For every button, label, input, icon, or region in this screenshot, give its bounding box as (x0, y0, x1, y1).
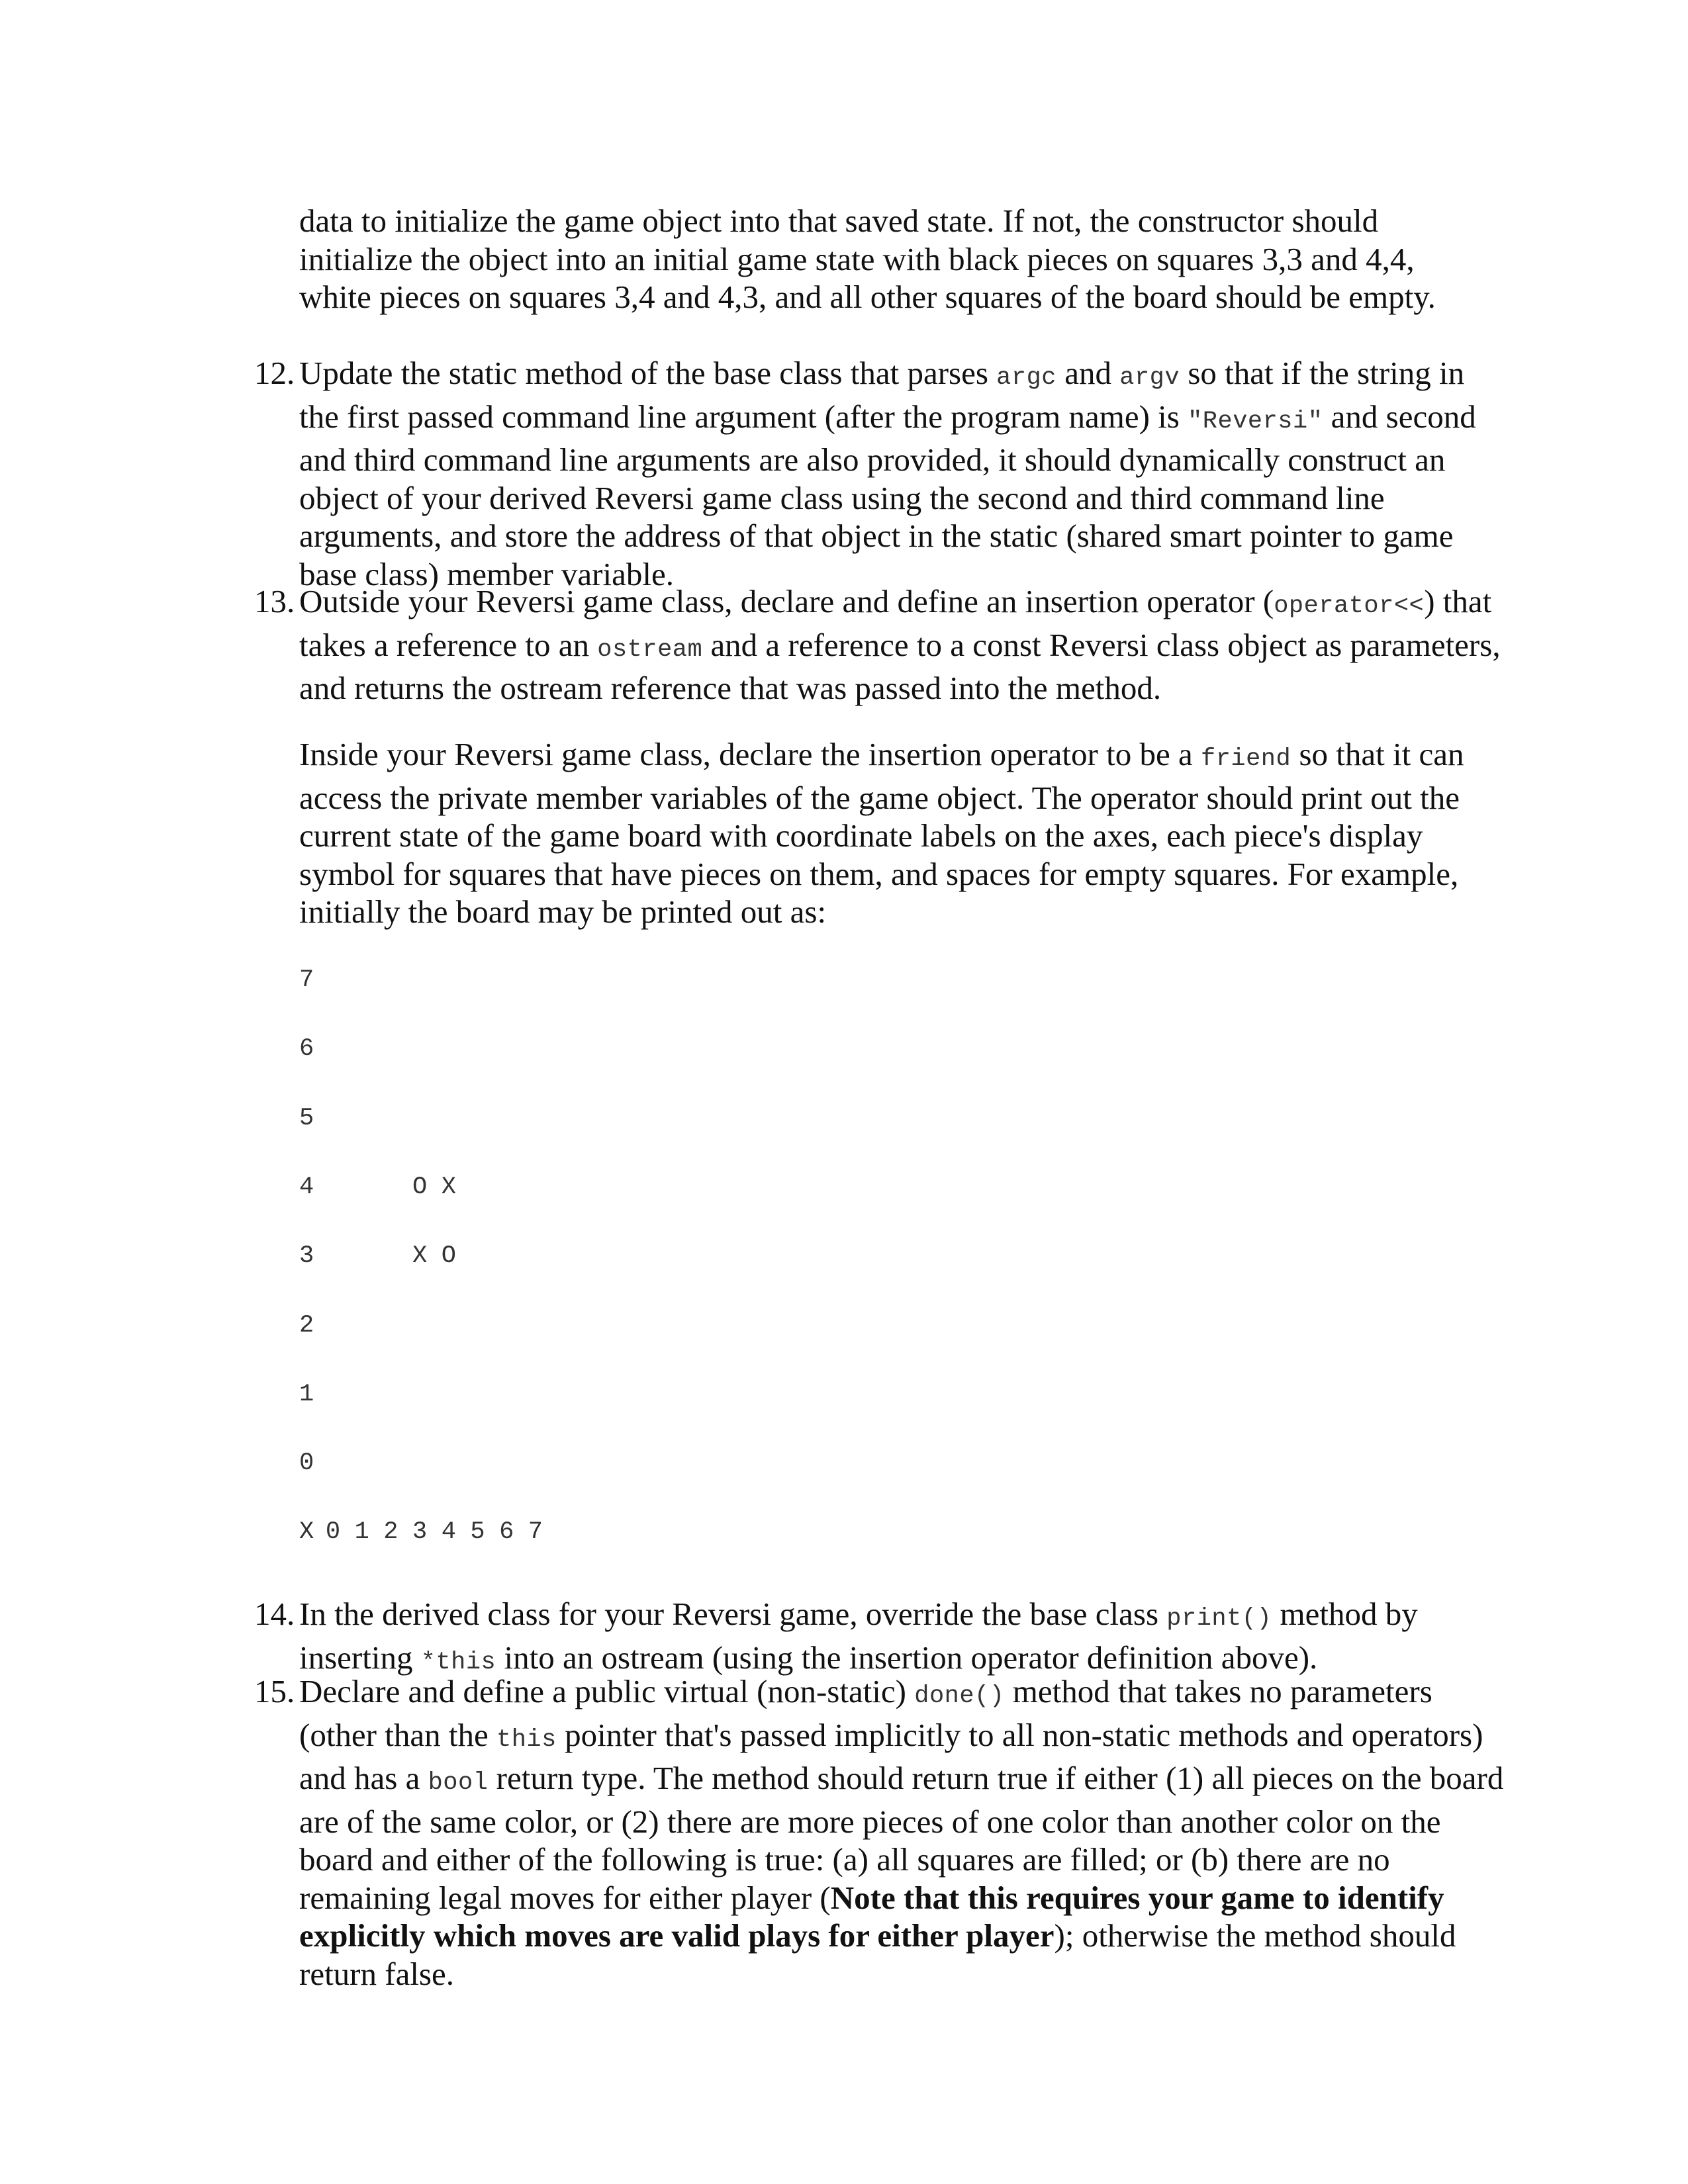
inline-code: done() (914, 1682, 1005, 1710)
row-label: 3 (299, 1242, 314, 1271)
board-piece: O (441, 1242, 456, 1271)
x-axis-tick: 4 (441, 1518, 456, 1547)
inline-code: operator<< (1274, 592, 1425, 620)
text-run: Outside your Reversi game class, declare and define an insertion operator ( (299, 583, 1274, 619)
x-axis-row (299, 1518, 696, 1551)
inline-code: ostream (597, 635, 703, 664)
list-item-number: 14. (254, 1596, 295, 1632)
text-run: into an ostream (using the insertion operator definition above). (496, 1639, 1318, 1676)
intro-line: data to initialize the game object into that saved state. If not, the constructor should (299, 203, 1379, 239)
board-piece: X (412, 1242, 428, 1271)
inline-code: friend (1200, 745, 1291, 773)
board-row (299, 1381, 696, 1414)
x-axis-tick: 6 (499, 1518, 514, 1547)
x-axis-tick: 7 (528, 1518, 543, 1547)
board-row (299, 1449, 696, 1482)
board-piece: O (412, 1173, 428, 1201)
row-label: 4 (299, 1173, 314, 1201)
row-label: 1 (299, 1380, 314, 1408)
text-run: and second and third command line arguments are also provided, it should dynamically construct an object of your derived Reversi game class using the second and third command line arguments, and store the address of that object in the static (shared smart pointer to game base class) member variable. (299, 398, 1476, 592)
list-item-body (299, 1672, 1511, 1993)
text-run: so that it can access the private member variables of the game object. The operator should print out the current state of the game board with coordinate labels on the axes, each piece's display symbol for squares that have pieces on them, and spaces for empty squares. For example, initially the board may be printed out as: (299, 736, 1464, 930)
text-run: Update the static method of the base class that parses (299, 355, 997, 391)
text-run: ); otherwise the method should return false. (299, 1917, 1456, 1992)
text-run: Inside your Reversi game class, declare the insertion operator to be a (299, 736, 1201, 772)
text-run: and (1056, 355, 1120, 391)
list-item-number: 13. (254, 583, 295, 619)
text-run: return type. The method should return true if either (1) all pieces on the board are of the same color, or (2) there are more pieces of one color than another color on the board and either of the following is true: (a) all squares are filled; or (b) there are no remaining legal moves for either player ( (299, 1760, 1504, 1916)
inline-code: print() (1166, 1605, 1272, 1633)
board-row (299, 1035, 696, 1068)
intro-paragraph (299, 202, 1511, 316)
row-label: 6 (299, 1035, 314, 1064)
text-run: and a reference to a const Reversi class object as parameters, and returns the ostream reference that was passed into the method. (299, 626, 1501, 706)
text-run: method that takes no parameters (other than the (299, 1673, 1432, 1753)
list-item-body (299, 582, 1511, 707)
board-row (299, 966, 696, 999)
board-row (299, 1312, 696, 1345)
list-item-followup-paragraph (299, 735, 1511, 931)
text-run: method by inserting (299, 1596, 1418, 1676)
intro-line: initialize the object into an initial game state with black pieces on squares 3,3 and 4,4, (299, 240, 1415, 277)
list-item-number: 12. (254, 355, 295, 391)
x-axis-tick: 0 (325, 1518, 341, 1547)
row-label: 7 (299, 966, 314, 994)
text-run: In the derived class for your Reversi game, override the base class (299, 1596, 1167, 1632)
x-axis-label: X (299, 1518, 314, 1547)
row-label: 2 (299, 1311, 314, 1340)
inline-code: argv (1119, 364, 1180, 392)
inline-code: bool (428, 1769, 489, 1797)
list-item-body (299, 354, 1511, 593)
board-row (299, 1242, 696, 1275)
row-label: 5 (299, 1104, 314, 1132)
bold-note: Note that this requires your game to identify explicitly which moves are valid plays for either player (299, 1879, 1444, 1954)
x-axis-tick: 3 (412, 1518, 428, 1547)
inline-code: "Reversi" (1188, 407, 1323, 435)
inline-code: argc (996, 364, 1056, 392)
list-item-body (299, 1595, 1511, 1682)
row-label: 0 (299, 1449, 314, 1478)
board-row (299, 1173, 696, 1206)
x-axis-tick: 5 (470, 1518, 485, 1547)
text-run: pointer that's passed implicitly to all non-static methods and operators) and has a (299, 1716, 1483, 1796)
inline-code: this (496, 1725, 557, 1754)
inline-code: *this (420, 1648, 496, 1676)
text-run: so that if the string in the first passed command line argument (after the program name) is (299, 355, 1465, 435)
list-item-number: 15. (254, 1673, 295, 1709)
board-piece: X (441, 1173, 456, 1201)
x-axis-tick: 1 (354, 1518, 369, 1547)
intro-line: white pieces on squares 3,4 and 4,3, and all other squares of the board should be empty. (299, 279, 1436, 315)
text-run: Declare and define a public virtual (non-static) (299, 1673, 915, 1709)
x-axis-tick: 2 (383, 1518, 399, 1547)
text-run: ) that takes a reference to an (299, 583, 1492, 663)
board-row (299, 1105, 696, 1138)
